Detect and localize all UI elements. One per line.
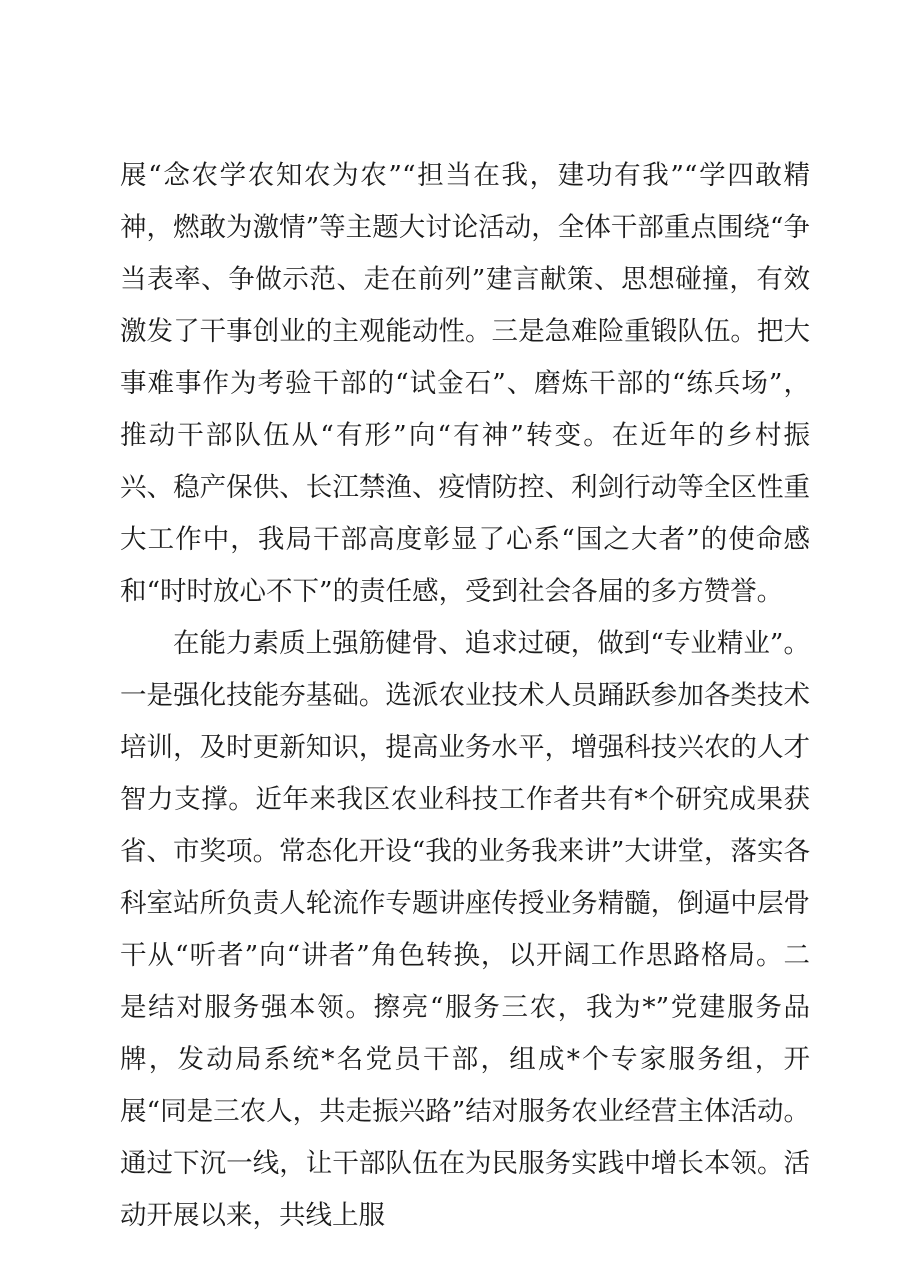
body-text bbox=[120, 150, 810, 1242]
paragraph-continuation: 展“念农学农知农为农”“担当在我，建功有我”“学四敢精神，燃敢为激情”等主题大讨论活动，全体干部重点围绕“争当表率、争做示范、走在前列”建言献策、思想碰撞，有效激发了干事创业的主观能动性。三是急难险重锻队伍。把大事难事作为考验干部的“试金石”、磨炼干部的“练兵场”，推动干部队伍从“有形”向“有神”转变。在近年的乡村振兴、稳产保供、长江禁渔、疫情防控、利剑行动等全区性重大工作中，我局干部高度彰显了心系“国之大者”的使命感和“时时放心不下”的责任感，受到社会各届的多方赞誉。 bbox=[120, 160, 810, 607]
paragraph-ability-quality: 在能力素质上强筋健骨、追求过硬，做到“专业精业”。一是强化技能夯基础。选派农业技术人员踊跃参加各类技术培训，及时更新知识，提高业务水平，增强科技兴农的人才智力支撑。近年来我区农业科技工作者共有*个研究成果获省、市奖项。常态化开设“我的业务我来讲”大讲堂，落实各科室站所负责人轮流作专题讲座传授业务精髓，倒逼中层骨干从“听者”向“讲者”角色转换，以开阔工作思路格局。二是结对服务强本领。擦亮“服务三农，我为*”党建服务品牌，发动局系统*名党员干部，组成*个专家服务组，开展“同是三农人，共走振兴路”结对服务农业经营主体活动。通过下沉一线，让干部队伍在为民服务实践中增长本领。活动开展以来，共线上服 bbox=[120, 628, 810, 1231]
